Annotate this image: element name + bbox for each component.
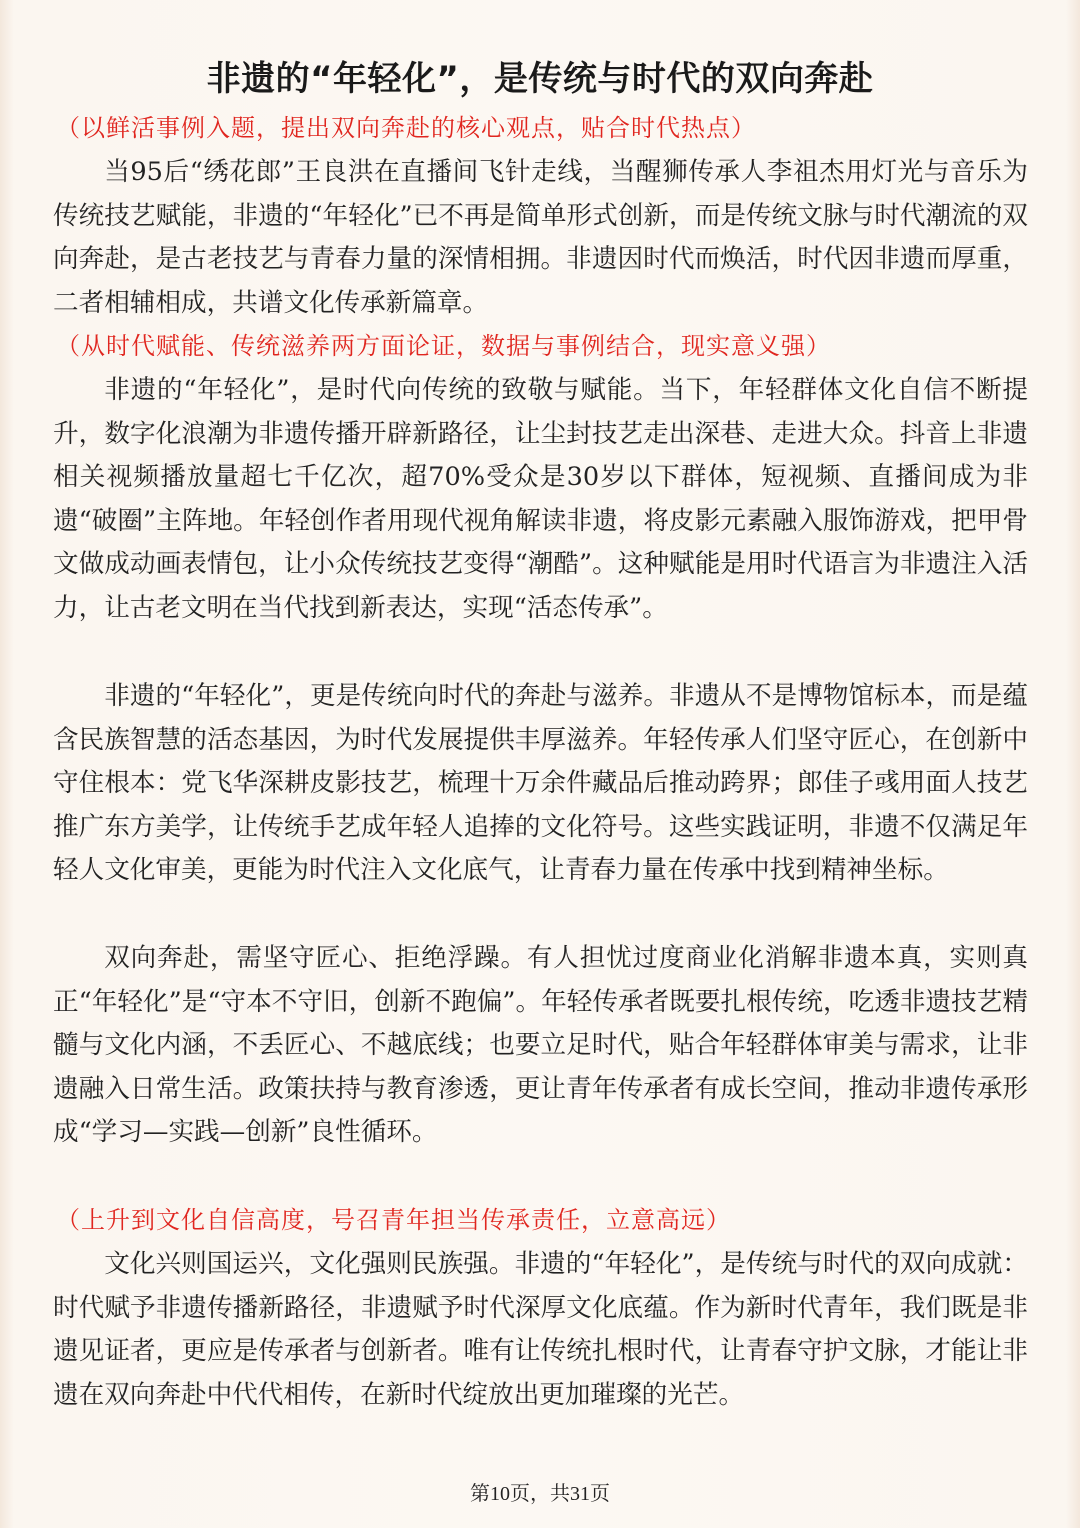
annotation-note-2: （从时代赋能、传统滋养两方面论证，数据与事例结合，现实意义强） bbox=[56, 332, 831, 360]
paragraph-2: 非遗的“年轻化”，是时代向传统的致敬与赋能。当下，年轻群体文化自信不断提升，数字化浪潮为非遗传播开辟新路径，让尘封技艺走出深巷、走进大众。抖音上非遗相关视频播放量超七千亿次，超70%受众是30岁以下群体，短视频、直播间成为非遗“破圈”主阵地。年轻创作者用现代视角解读非遗，将皮影元素融入服饰游戏，把甲骨文做成动画表情包，让小众传统技艺变得“潮酷”。这种赋能是用时代语言为非遗注入活力，让古老文明在当代找到新表达，实现“活态传承”。 bbox=[53, 375, 1028, 623]
paragraph-1: 当95后“绣花郎”王良洪在直播间飞针走线，当醒狮传承人李祖杰用灯光与音乐为传统技艺赋能，非遗的“年轻化”已不再是简单形式创新，而是传统文脉与时代潮流的双向奔赴，是古老技艺与青春力量的深情相拥。非遗因时代而焕活，时代因非遗而厚重，二者相辅相成，共谱文化传承新篇章。 bbox=[53, 157, 1028, 318]
page-number-footer: 第10页，共31页 bbox=[470, 1483, 610, 1505]
annotation-note-3: （上升到文化自信高度，号召青年担当传承责任，立意高远） bbox=[56, 1206, 731, 1234]
annotation-note-1: （以鲜活事例入题，提出双向奔赴的核心观点，贴合时代热点） bbox=[56, 114, 756, 142]
essay-title: 非遗的“年轻化”，是传统与时代的双向奔赴 bbox=[206, 59, 874, 99]
paragraph-5: 文化兴则国运兴，文化强则民族强。非遗的“年轻化”，是传统与时代的双向成就：时代赋予非遗传播新路径，非遗赋予时代深厚文化底蕴。作为新时代青年，我们既是非遗见证者，更应是传承者与创新者。唯有让传统扎根时代，让青春守护文脉，才能让非遗在双向奔赴中代代相传，在新时代绽放出更加璀璨的光芒。 bbox=[53, 1249, 1028, 1410]
paragraph-4: 双向奔赴，需坚守匠心、拒绝浮躁。有人担忧过度商业化消解非遗本真，实则真正“年轻化”是“守本不守旧，创新不跑偏”。年轻传承者既要扎根传统，吃透非遗技艺精髓与文化内涵，不丢匠心、不越底线；也要立足时代，贴合年轻群体审美与需求，让非遗融入日常生活。政策扶持与教育渗透，更让青年传承者有成长空间，推动非遗传承形成“学习—实践—创新”良性循环。 bbox=[53, 943, 1028, 1148]
paragraph-3: 非遗的“年轻化”，更是传统向时代的奔赴与滋养。非遗从不是博物馆标本，而是蕴含民族智慧的活态基因，为时代发展提供丰厚滋养。年轻传承人们坚守匠心，在创新中守住根本：党飞华深耕皮影技艺，梳理十万余件藏品后推动跨界；郎佳子彧用面人技艺推广东方美学，让传统手艺成年轻人追捧的文化符号。这些实践证明，非遗不仅满足年轻人文化审美，更能为时代注入文化底气，让青春力量在传承中找到精神坐标。 bbox=[53, 681, 1028, 886]
